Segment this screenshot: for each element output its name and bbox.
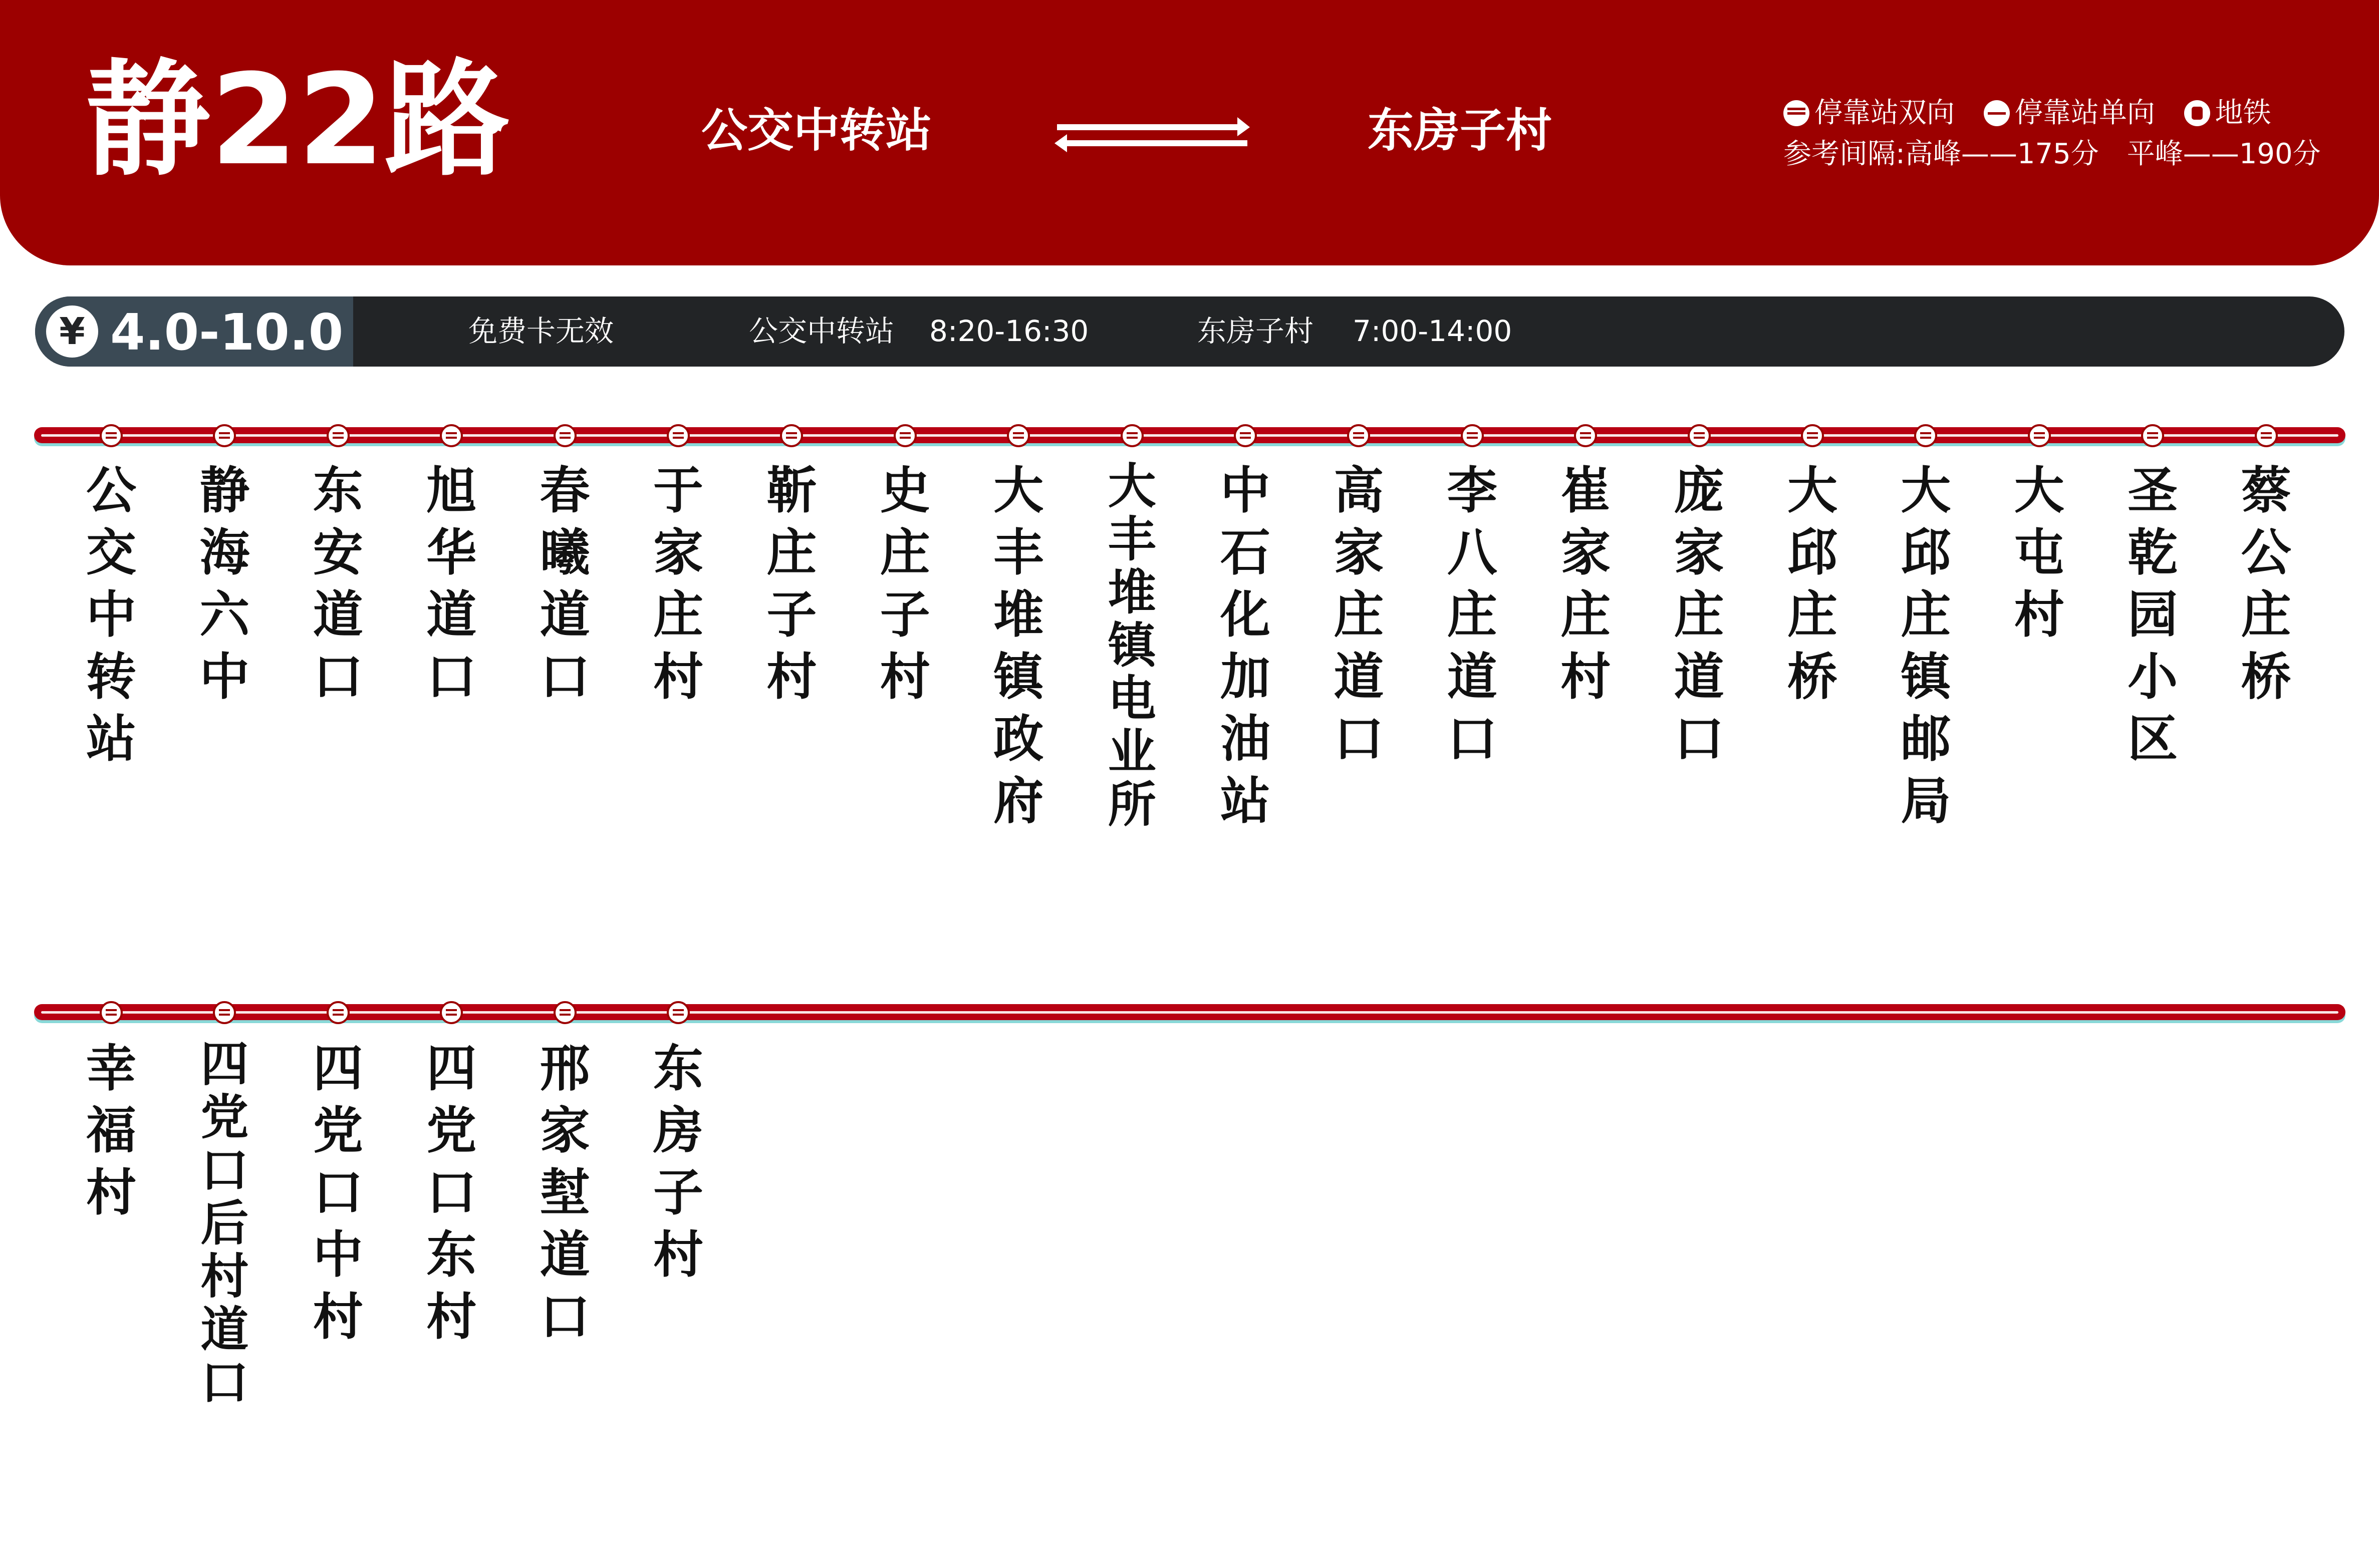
route-title: 静22路 — [85, 47, 510, 193]
stop-name: 庞家庄道口 — [1674, 461, 1724, 768]
stop-name: 李八庄道口 — [1447, 461, 1497, 768]
route-track — [34, 427, 2345, 443]
stop-marker — [327, 1001, 350, 1024]
stop-name: 旭华道口 — [426, 461, 477, 706]
stop-name: 大屯村 — [2014, 461, 2064, 644]
stop-marker — [1801, 424, 1824, 447]
stop-marker — [2255, 424, 2278, 447]
stop-marker — [1688, 424, 1711, 447]
legend-both — [1783, 99, 1955, 127]
stop-name: 史庄子村 — [880, 461, 930, 706]
legend-metro-label: 地铁 — [2215, 97, 2271, 129]
stop-name: 大邱庄镇邮局 — [1901, 461, 1951, 830]
stop-name: 四党口东村 — [426, 1039, 477, 1346]
stop-name: 崔家庄村 — [1560, 461, 1611, 706]
stop-name: 靳庄子村 — [766, 461, 817, 706]
first-station-name: 公交中转站 — [749, 314, 895, 348]
route-line-row-1 — [34, 422, 2345, 447]
legend-metro — [2184, 99, 2271, 127]
stop-marker — [100, 1001, 123, 1024]
legend-both-label: 停靠站双向 — [1814, 97, 1955, 129]
stop-single-icon — [1984, 100, 2010, 126]
interval-info: 参考间隔:高峰——175分 平峰——190分 — [1783, 138, 2321, 170]
stop-both-icon — [1783, 100, 1809, 126]
direction-arrows-icon — [1052, 114, 1252, 154]
stop-marker — [1121, 424, 1144, 447]
route-track — [34, 1004, 2345, 1020]
route-line-row-2 — [34, 999, 2345, 1024]
stop-marker — [1007, 424, 1030, 447]
stop-name: 中石化加油站 — [1220, 461, 1270, 830]
stop-name: 大丰堆镇电业所 — [1108, 458, 1156, 833]
start-terminal: 公交中转站 — [701, 104, 932, 157]
stop-marker — [2028, 424, 2051, 447]
free-card-note: 免费卡无效 — [468, 314, 614, 348]
fare-value: 4.0-10.0 — [110, 303, 344, 362]
stop-marker — [440, 1001, 463, 1024]
legend-single-label: 停靠站单向 — [2014, 97, 2155, 129]
end-terminal: 东房子村 — [1368, 104, 1552, 157]
fare-box — [35, 296, 353, 367]
stop-name: 圣乾园小区 — [2128, 461, 2178, 768]
stop-name: 春曦道口 — [540, 461, 590, 706]
stop-marker — [1234, 424, 1257, 447]
legend — [1783, 99, 2291, 127]
info-bar — [35, 296, 2344, 367]
legend-single — [1984, 99, 2155, 127]
stop-marker — [2141, 424, 2164, 447]
stop-name: 东房子村 — [653, 1039, 703, 1284]
stop-name: 东安道口 — [313, 461, 363, 706]
first-station-hours: 8:20-16:30 — [929, 314, 1089, 348]
stop-name: 高家庄道口 — [1334, 461, 1384, 768]
stop-marker — [440, 424, 463, 447]
stop-name: 幸福村 — [86, 1039, 136, 1222]
last-station-hours: 7:00-14:00 — [1353, 314, 1512, 348]
stop-marker — [894, 424, 917, 447]
stop-marker — [554, 1001, 577, 1024]
stop-marker — [667, 1001, 690, 1024]
stop-marker — [667, 424, 690, 447]
stop-marker — [554, 424, 577, 447]
yen-icon: ¥ — [46, 305, 98, 358]
stop-name: 蔡公庄桥 — [2241, 461, 2291, 706]
route-header — [0, 0, 2379, 265]
last-station-name: 东房子村 — [1197, 314, 1314, 348]
stop-name: 于家庄村 — [653, 461, 703, 706]
stop-marker — [1461, 424, 1484, 447]
stop-name: 大邱庄桥 — [1787, 461, 1837, 706]
stop-name: 四党口后村道口 — [200, 1036, 249, 1411]
metro-icon — [2184, 100, 2210, 126]
stop-name: 公交中转站 — [86, 461, 136, 768]
stop-name: 静海六中 — [199, 461, 250, 706]
stop-name: 四党口中村 — [313, 1039, 363, 1346]
stop-marker — [1574, 424, 1597, 447]
stop-marker — [100, 424, 123, 447]
stop-name: 邢家堼道口 — [540, 1039, 590, 1346]
stop-name: 大丰堆镇政府 — [993, 461, 1044, 830]
stop-marker — [327, 424, 350, 447]
